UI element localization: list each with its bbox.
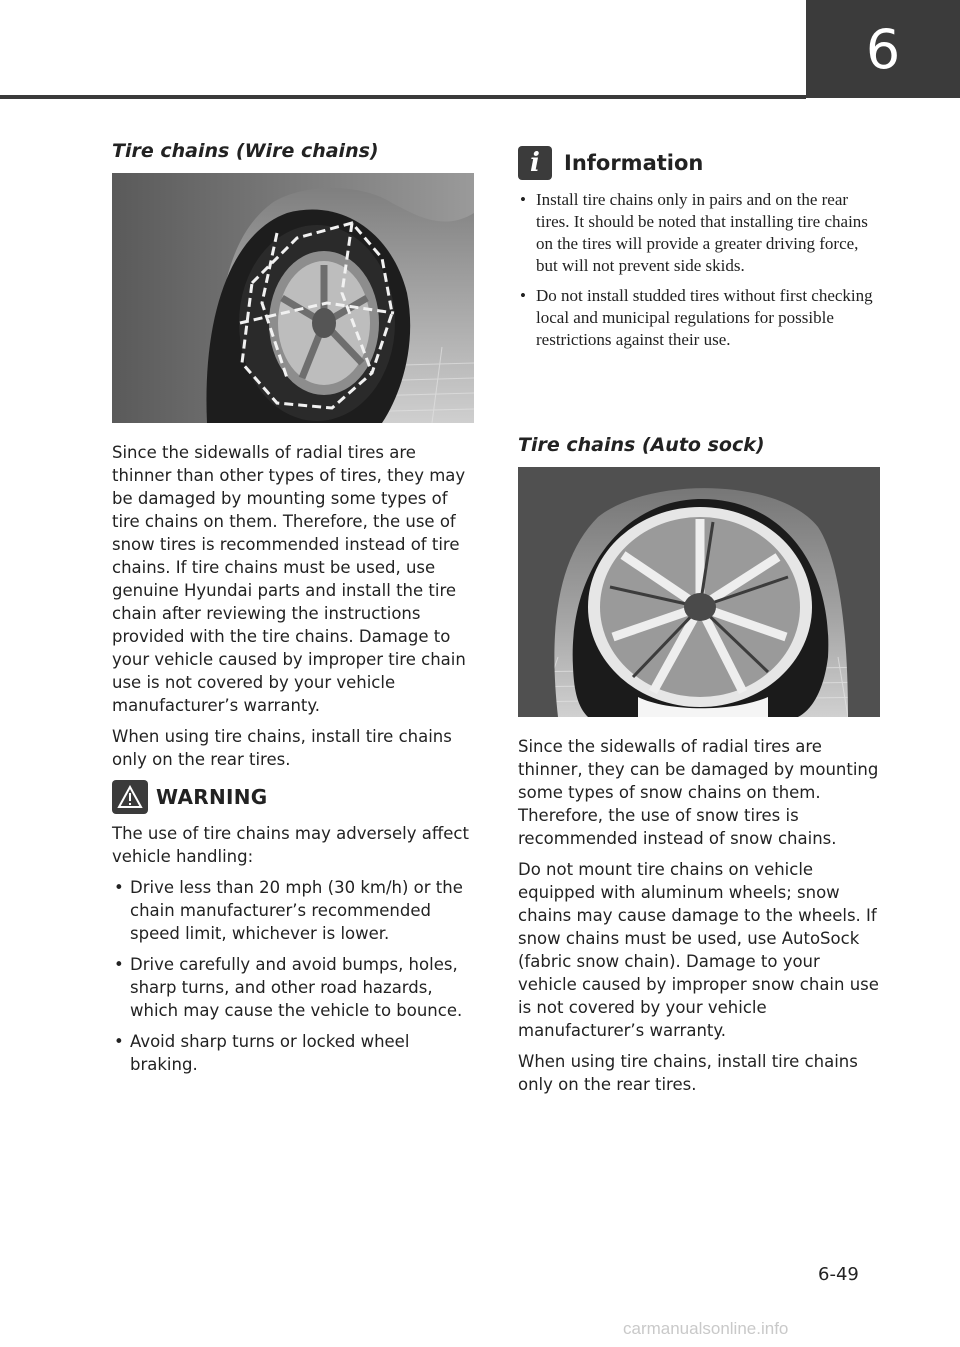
information-title: Information [564,151,704,175]
paragraph: When using tire chains, install tire chains only on the rear tires. [518,1052,858,1094]
list-item: • Install tire chains only in pairs and on the rear tires. It should be noted that installing tire chains on the tires will provide a greater driving force, but will not prevent side skids. [518,189,883,277]
warning-body [112,822,477,1084]
warning-list [112,876,477,1076]
auto-sock-title: Tire chains (Auto sock) [518,434,765,456]
page-number: 6-49 [818,1264,859,1285]
paragraph: When using tire chains, install tire chains only on the rear tires. [112,727,452,769]
list-item: • Drive carefully and avoid bumps, holes, sharp turns, and other road hazards, which may cause the vehicle to bounce. [112,953,477,1022]
paragraph: Do not mount tire chains on vehicle equipped with aluminum wheels; snow chains may cause damage to the wheels. If snow chains must be used, use AutoSock (fabric snow chain). Damage to your vehicle caused by improper snow chain use is not covered by your vehicle manufacturer’s warranty. [518,860,879,1040]
warning-icon [112,780,148,814]
auto-sock-illustration [518,467,880,717]
wire-chains-body [112,441,477,779]
information-header [518,146,703,180]
wire-chain-illustration [112,173,474,423]
list-item: • Avoid sharp turns or locked wheel braking. [112,1030,477,1076]
warning-header [112,780,267,814]
information-list [518,189,883,351]
warning-intro: The use of tire chains may adversely affect vehicle handling: [112,824,469,866]
info-icon: i [518,146,552,180]
watermark: carmanualsonline.info [623,1319,789,1338]
paragraph: Since the sidewalls of radial tires are thinner, they can be damaged by mounting some types of snow chains on them. Therefore, the use of snow tires is recommended instead of snow chains. [518,737,879,848]
wire-chains-title: Tire chains (Wire chains) [112,140,379,162]
chapter-number: 6 [865,17,901,81]
auto-sock-body [518,735,883,1104]
information-body [518,189,883,359]
warning-title: WARNING [156,785,268,809]
paragraph: Since the sidewalls of radial tires are thinner than other types of tires, they may be damaged by mounting some types of tire chains on them. Therefore, the use of snow tires is recommended instead of tire chains. If tire chains must be used, use genuine Hyundai parts and install the tire chain after reviewing the instructions provided with the tire chains. Damage to your vehicle caused by improper tire chain use is not covered by your vehicle manufacturer’s warranty. [112,443,466,715]
list-item: • Do not install studded tires without first checking local and municipal regulations for possible restrictions against their use. [518,285,883,351]
header-rule [0,95,806,99]
chapter-tab [806,0,960,98]
list-item: • Drive less than 20 mph (30 km/h) or the chain manufacturer’s recommended speed limit, whichever is lower. [112,876,477,945]
